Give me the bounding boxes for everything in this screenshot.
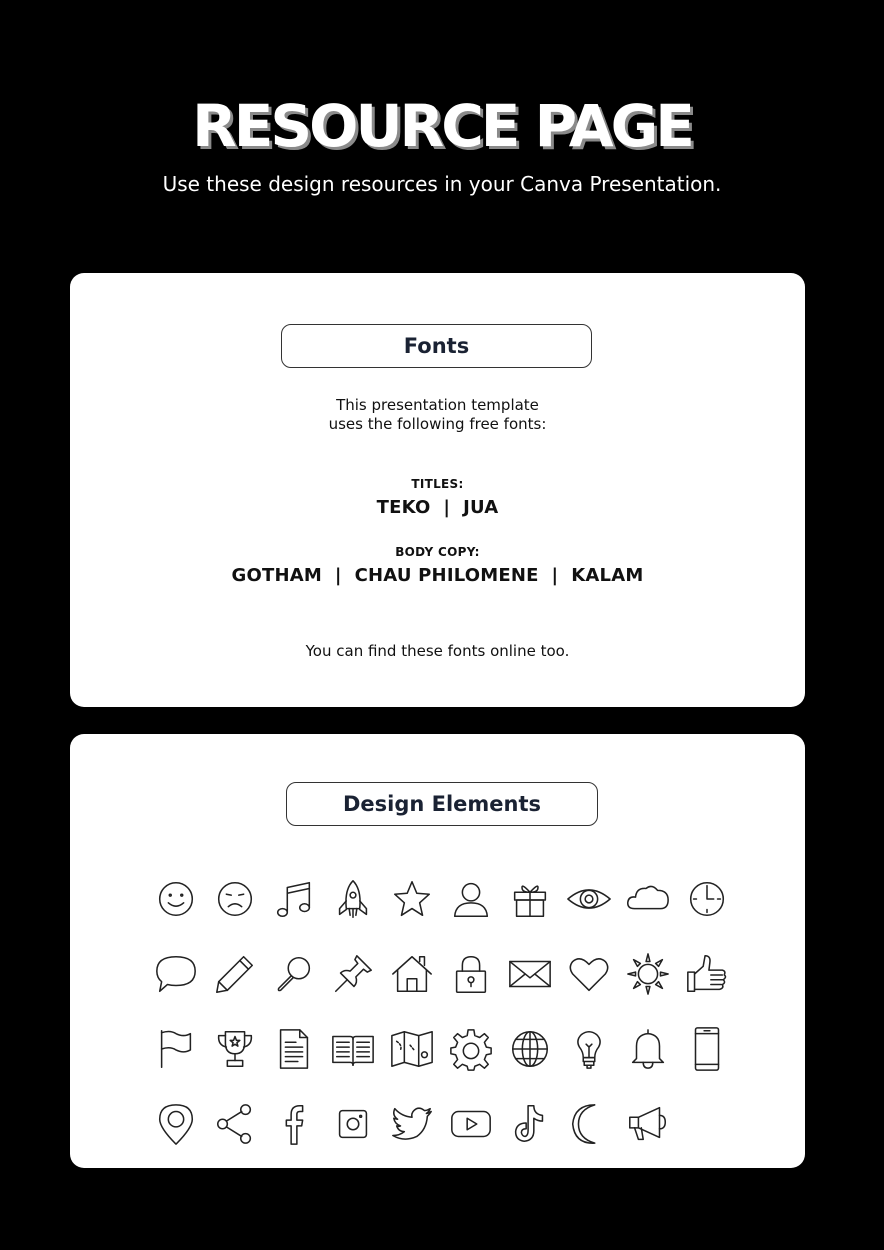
icon-grid [146,862,736,1160]
gift-icon [500,862,559,935]
pencil-icon [205,937,264,1010]
magnifier-icon [264,937,323,1010]
sad-face-icon [205,862,264,935]
star-icon [382,862,441,935]
smiley-face-icon [146,862,205,935]
body-copy-label: BODY COPY: [395,545,480,559]
sun-icon [618,937,677,1010]
fonts-footer-note: You can find these fonts online too. [305,642,570,660]
fonts-intro-line1: This presentation template [336,396,539,414]
titles-fonts: TEKO | JUA [376,497,499,518]
rocket-icon [323,862,382,935]
page-subtitle: Use these design resources in your Canva Presentation. [162,172,722,196]
globe-icon [500,1012,559,1085]
speech-bubble-icon [146,937,205,1010]
facebook-icon [264,1087,323,1160]
user-icon [441,862,500,935]
padlock-icon [441,937,500,1010]
smartphone-icon [677,1012,736,1085]
tiktok-icon [500,1087,559,1160]
clock-icon [677,862,736,935]
document-icon [264,1012,323,1085]
body-copy-fonts: GOTHAM | CHAU PHILOMENE | KALAM [231,565,644,586]
light-bulb-icon [559,1012,618,1085]
fonts-heading: Fonts [281,324,592,368]
crescent-moon-icon [559,1087,618,1160]
flag-icon [146,1012,205,1085]
open-book-icon [323,1012,382,1085]
thumbs-up-icon [677,937,736,1010]
heart-icon [559,937,618,1010]
youtube-icon [441,1087,500,1160]
fonts-card [70,273,805,707]
megaphone-icon [618,1087,677,1160]
share-icon [205,1087,264,1160]
location-pin-icon [146,1087,205,1160]
titles-label: TITLES: [411,477,464,491]
instagram-icon [323,1087,382,1160]
page-title: RESOURCE PAGE [192,92,692,160]
eye-icon [559,862,618,935]
fonts-intro-line2: uses the following free fonts: [328,415,547,433]
bell-icon [618,1012,677,1085]
gear-icon [441,1012,500,1085]
map-icon [382,1012,441,1085]
envelope-icon [500,937,559,1010]
design-elements-heading: Design Elements [286,782,598,826]
house-icon [382,937,441,1010]
trophy-icon [205,1012,264,1085]
music-note-icon [264,862,323,935]
fonts-intro [70,396,805,434]
twitter-icon [382,1087,441,1160]
cloud-icon [618,862,677,935]
design-elements-card [70,734,805,1168]
push-pin-icon [323,937,382,1010]
